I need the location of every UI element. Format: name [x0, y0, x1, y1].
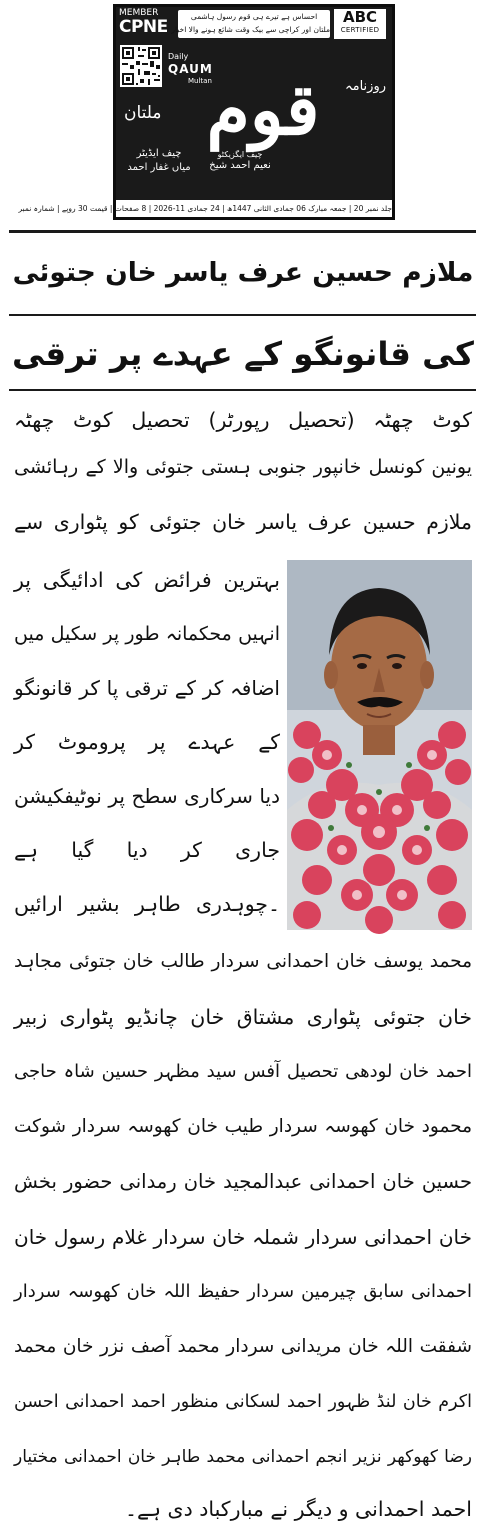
article-line: اکرم خان لنڈ ظہور احمد لسکانی منظور احمد احمدانی احسن — [14, 1392, 472, 1412]
abc-certified-badge — [334, 9, 386, 39]
article-line: دیا سرکاری سطح پر نوٹیفکیشن — [14, 784, 280, 808]
multan-label-en: Multan — [188, 77, 212, 85]
article-line: ملازم حسین عرف یاسر خان جتوئی کو پٹواری سے — [14, 510, 472, 534]
newspaper-logo: قوم — [206, 68, 320, 151]
roznama-label: روزنامہ — [345, 79, 386, 94]
article-line: بہترین فرائض کی ادائیگی پر — [14, 568, 280, 592]
headline-bottom-rule — [9, 389, 476, 391]
headline-top-rule — [9, 230, 476, 233]
article-line: کے عہدے پر پروموٹ کر — [14, 730, 280, 754]
chief-executive-block — [194, 149, 286, 171]
member-label: MEMBER — [119, 8, 159, 18]
chief-executive-name: نعیم احمد شیخ — [209, 160, 271, 171]
article-line: جاری کر دیا گیا ہے — [14, 838, 280, 862]
city-label: ملتان — [124, 103, 162, 123]
article-line: حسین خان احمدانی عبدالمجید خان رمدانی حضور بخش — [14, 1170, 472, 1193]
article-line: یونین کونسل خانپور جنوبی ہستی جتوئی والا کے رہائشی — [14, 456, 472, 478]
portrait-photo-icon — [287, 560, 472, 930]
certified-label: CERTIFIED — [340, 26, 380, 34]
daily-label: Daily — [168, 52, 189, 61]
article-line: کوٹ چھٹہ (تحصیل رپورٹر) تحصیل کوٹ چھٹہ — [14, 408, 472, 432]
chief-editor-label: چیف ایڈیٹر — [136, 148, 182, 159]
article-line: محمود خان کھوسہ سردار طیب خان کھوسہ سردار شوکت — [14, 1116, 472, 1137]
chief-executive-label: چیف ایگزیکٹو — [217, 150, 263, 159]
masthead-tagline — [171, 10, 330, 38]
article-line: احمدانی سابق چیرمین سردار حفیظ اللہ خان کھوسہ سردار — [14, 1281, 472, 1302]
article-line: احمد احمدانی و دیگر نے مبارکباد دی ہے۔ — [125, 1497, 472, 1521]
article-line: اضافہ کر کے ترقی پا کر قانونگو — [14, 676, 280, 700]
article-line: احمد خان لودھی تحصیل آفس سید مظہر حسین شاہ حاجی — [14, 1061, 472, 1082]
article-line: انہیں محکمانہ طور پر سکیل میں — [14, 623, 280, 645]
abc-label: ABC — [342, 8, 378, 26]
masthead-dateline: جلد نمبر 20 | جمعہ مبارک 06 جمادی الثانی 1447ھ | 24 جمادی 11-2026 | 8 صفحات | قیمت 30 روپے | شمارہ نمبر — [116, 200, 392, 217]
article-line: محمد یوسف خان احمدانی سردار طالب خان جتوئی مجاہد — [14, 951, 472, 972]
qr-code-icon — [120, 45, 162, 87]
chief-editor-block — [120, 147, 198, 175]
article-line: رضا کھوکھر نزیر انجم احمدانی محمد طاہر خان احمدانی مختیار — [14, 1447, 472, 1467]
tagline-line-2: ملتان اور کراچی سے بیک وقت شائع ہونے والا اخبار — [171, 25, 330, 34]
article-line: خان احمدانی سردار شملہ خان سردار غلام رسول خان — [14, 1225, 472, 1249]
portrait-photo — [287, 560, 472, 930]
article-line: شفقت اللہ خان مریدانی سردار محمد آصف نزر خان محمد — [14, 1336, 472, 1357]
article-line: ۔چوہدری طاہر بشیر ارائیں — [14, 892, 280, 916]
cpne-label: CPNE — [119, 17, 168, 37]
chief-editor-name: میاں غفار احمد — [127, 162, 191, 173]
headline-line-2: کی قانونگو کے عہدے پر ترقی — [12, 335, 474, 373]
qaum-label: QAUM — [168, 62, 213, 76]
article-line: خان جتوئی پٹواری مشتاق خان چانڈیو پٹواری زبیر — [14, 1005, 472, 1029]
newspaper-masthead — [18, 4, 395, 220]
headline-line-1: ملازم حسین عرف یاسر خان جتوئی — [12, 257, 474, 288]
headline-middle-rule — [9, 314, 476, 316]
tagline-line-1: احساس ہے تیرے ہی قوم رسول ہاشمی — [190, 12, 318, 21]
